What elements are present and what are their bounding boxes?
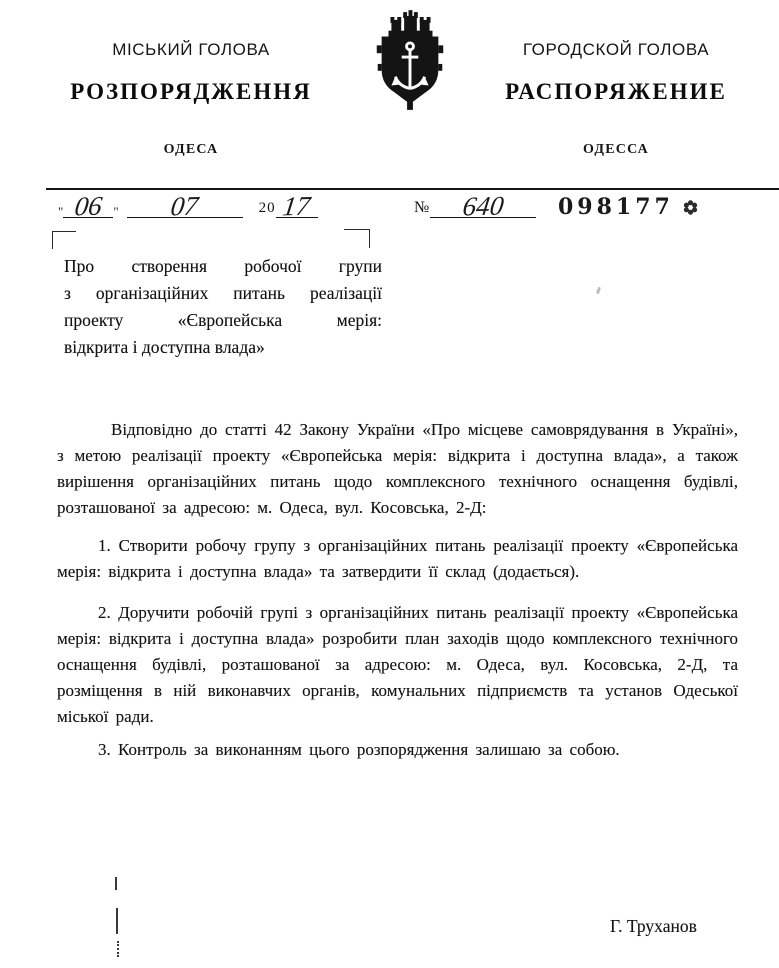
handwritten-year: 17 — [281, 190, 313, 222]
letterhead-ukrainian — [56, 40, 326, 158]
handwritten-month: 07 — [169, 190, 201, 222]
subject-line: Про створення робочої групи — [64, 256, 382, 276]
order-item-1: 1. Створити робочу групу з організаційних питань реалізації проекту «Європейська мерія: відкрита і доступна влада» та затвердити її склад (додається). — [57, 536, 738, 581]
authority-title-ru: ГОРОДСКОЙ ГОЛОВА — [522, 40, 710, 59]
day-open-quote: " — [58, 204, 64, 219]
number-sign: № — [414, 199, 431, 216]
document-type-uk: РОЗПОРЯДЖЕННЯ — [70, 79, 312, 104]
city-name-ru: ОДЕССА — [583, 142, 649, 157]
document-type-ru: РАСПОРЯЖЕНИЕ — [505, 79, 727, 104]
day-underline — [63, 190, 113, 222]
order-body — [57, 417, 738, 763]
header-divider — [46, 188, 779, 190]
subject-line: проекту «Європейська мерія: — [64, 310, 382, 330]
order-item-3: 3. Контроль за виконанням цього розпорядження залишаю за собою. — [98, 740, 620, 759]
day-close-quote: " — [113, 204, 119, 219]
year-underline — [276, 190, 318, 222]
address-bracket-right — [344, 229, 370, 248]
month-underline — [127, 190, 243, 222]
handwritten-day: 06 — [72, 190, 104, 222]
order-item-2: 2. Доручити робочій групі з організаційних питань реалізації проекту «Європейська мерія: відкрита і доступна влада» розробити план заходів щодо комплексного технічного оснащення будівлі, розташованої за адресою: м. Одеса, вул. Косовська, 2-Д, та розміщення в ній виконавчих органів, комунальних підприємств та установ Одеської міської ради. — [57, 603, 738, 726]
address-bracket-left — [52, 231, 76, 249]
scan-artifact — [117, 941, 121, 957]
handwritten-number: 640 — [460, 190, 506, 222]
subject-block — [64, 253, 382, 361]
letterhead-russian — [468, 40, 764, 158]
date-line — [58, 190, 318, 222]
year-prefix: 20 — [258, 200, 276, 216]
rosette-stamp-icon — [682, 199, 699, 216]
scan-artifact — [116, 908, 118, 934]
number-underline — [430, 190, 536, 222]
registration-stamp-number: 098177 — [558, 194, 674, 220]
subject-line: відкрита і доступна влада» — [64, 337, 265, 357]
scan-artifact — [596, 287, 601, 295]
signatory-name: Г. Труханов — [610, 916, 697, 936]
scan-artifact — [115, 877, 117, 890]
city-name-uk: ОДЕСА — [163, 142, 219, 157]
subject-line: з організаційних питань реалізації — [64, 283, 382, 303]
coat-of-arms-icon — [366, 8, 454, 114]
preamble-paragraph: Відповідно до статті 42 Закону України «Про місцеве самоврядування в Україні», з метою реалізації проекту «Європейська мерія: відкрита і доступна влада», а також вирішення організаційних питань щодо комплексного технічного оснащення будівлі, розташованої за адресою: м. Одеса, вул. Косовська, 2-Д: — [57, 420, 738, 517]
number-line — [414, 190, 536, 222]
authority-title-uk: МІСЬКИЙ ГОЛОВА — [112, 40, 270, 59]
